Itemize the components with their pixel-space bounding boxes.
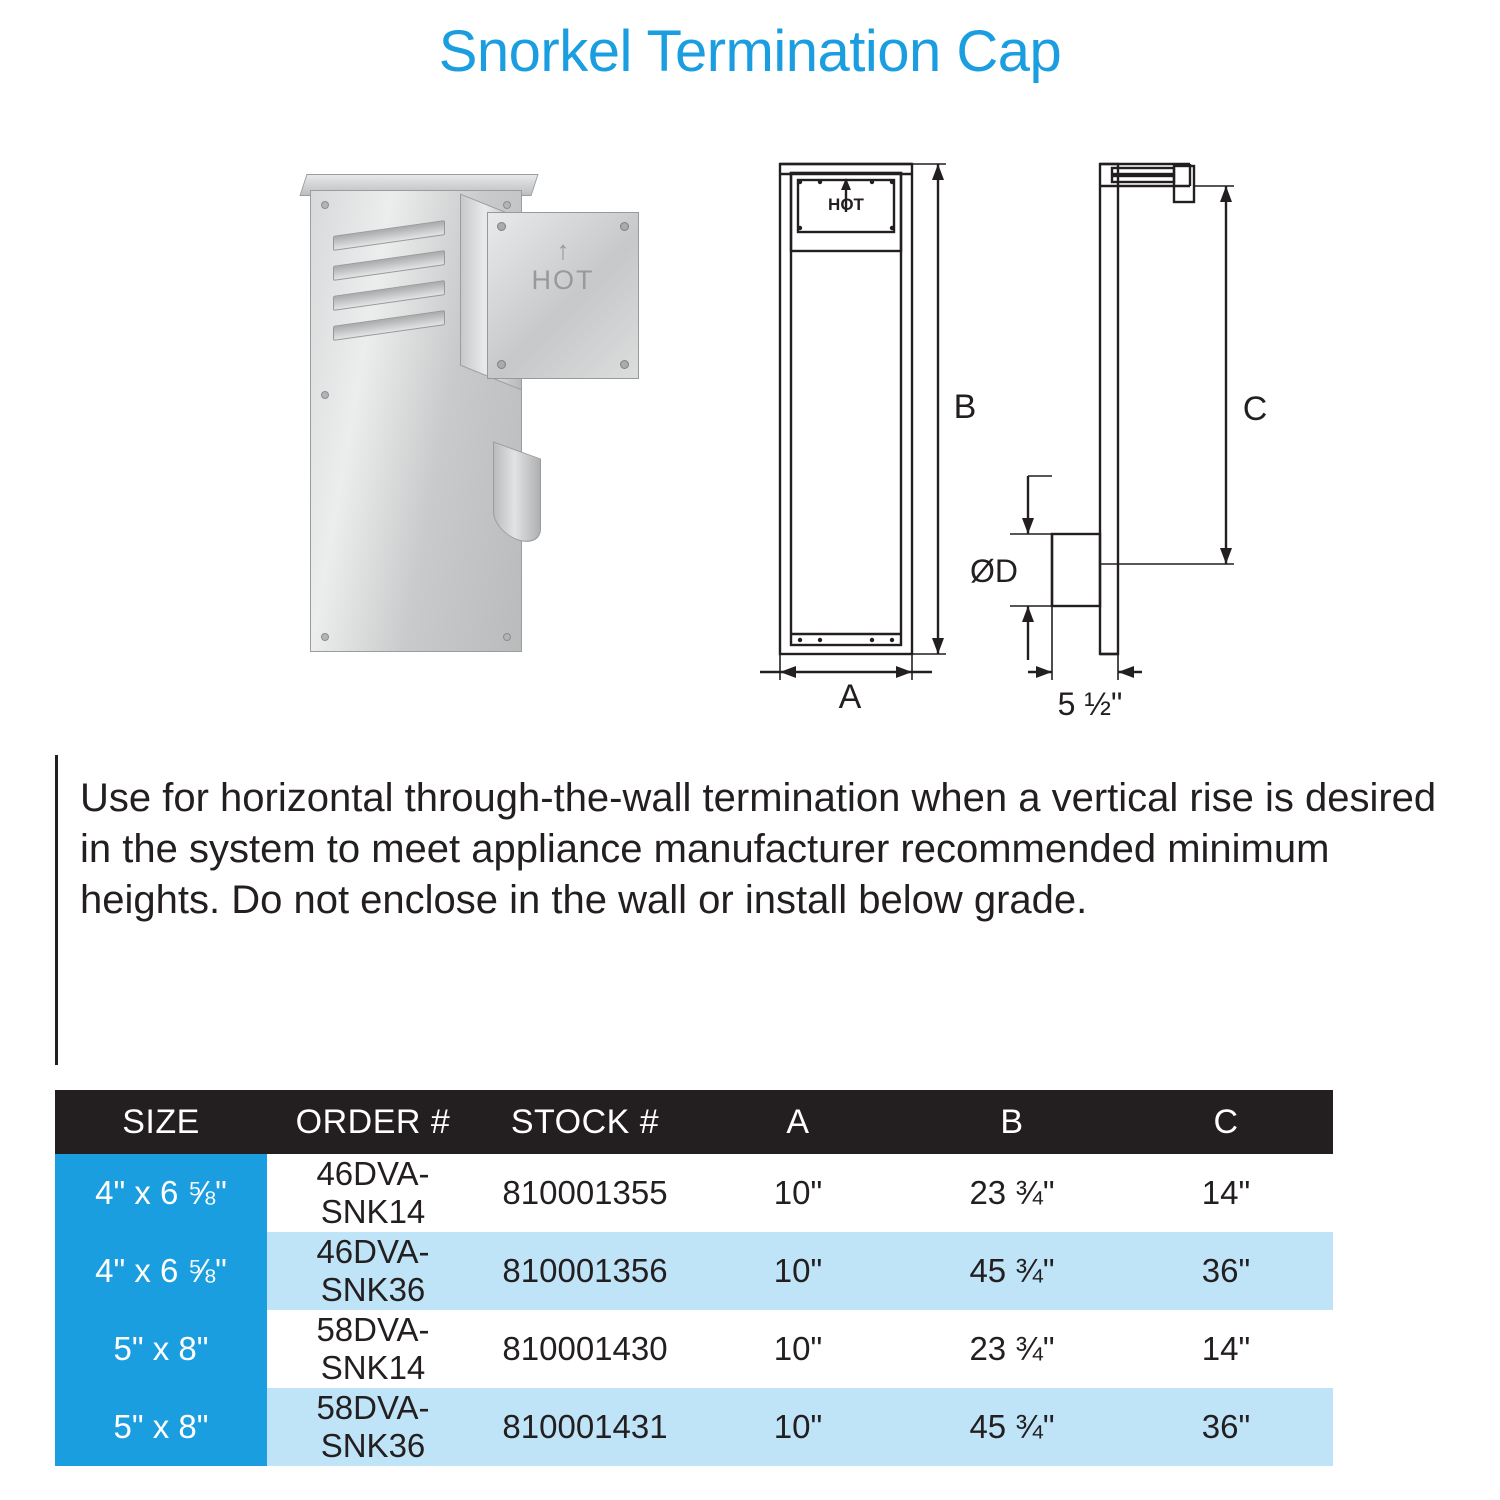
cell-stock: 810001431 — [479, 1388, 691, 1466]
cell-c: 36" — [1119, 1388, 1333, 1466]
wall-thickness-label: 5 ½" — [1057, 686, 1123, 720]
photo-screw — [620, 222, 629, 231]
page-title: Snorkel Termination Cap — [438, 19, 1062, 84]
cell-c: 14" — [1119, 1154, 1333, 1232]
cell-stock: 810001355 — [479, 1154, 691, 1232]
table-row — [55, 1232, 1333, 1310]
cell-order: 46DVA-SNK36 — [267, 1232, 479, 1310]
dimension-d-label: ØD — [970, 553, 1018, 589]
cell-a: 10" — [691, 1154, 905, 1232]
description-text: Use for horizontal through-the-wall termination when a vertical rise is desired in the system to meet appliance manufacturer recommended minimum heights. Do not enclose in the wall or install below grade. — [80, 776, 1437, 923]
table-row — [55, 1310, 1333, 1388]
description-block — [55, 755, 1455, 1065]
column-header-order: ORDER # — [267, 1090, 479, 1154]
cell-a: 10" — [691, 1232, 905, 1310]
cell-stock: 810001356 — [479, 1232, 691, 1310]
cell-a: 10" — [691, 1388, 905, 1466]
photo-screw — [497, 360, 506, 369]
dimension-a-label: A — [838, 678, 862, 716]
table-row — [55, 1154, 1333, 1232]
drawing-hot-label: HOT — [828, 195, 864, 214]
cell-size: 5" x 8" — [55, 1388, 267, 1466]
cell-b: 45 ¾" — [905, 1232, 1119, 1310]
cell-order: 58DVA-SNK36 — [267, 1388, 479, 1466]
column-header-stock: STOCK # — [479, 1090, 691, 1154]
cell-a: 10" — [691, 1310, 905, 1388]
cell-c: 36" — [1119, 1232, 1333, 1310]
cell-stock: 810001430 — [479, 1310, 691, 1388]
up-arrow-icon: ↑ — [556, 235, 570, 265]
technical-drawing — [760, 140, 1320, 720]
cell-c: 14" — [1119, 1310, 1333, 1388]
column-header-b: B — [905, 1090, 1119, 1154]
table-row — [55, 1388, 1333, 1466]
spec-table — [55, 1090, 1333, 1466]
photo-hot-label: HOT — [531, 265, 595, 295]
table-header-row — [55, 1090, 1333, 1154]
drawing-svg — [760, 140, 1320, 720]
cell-order: 58DVA-SNK14 — [267, 1310, 479, 1388]
dimension-c-label: C — [1242, 390, 1268, 428]
column-header-c: C — [1119, 1090, 1333, 1154]
photo-screw — [497, 222, 506, 231]
cell-size: 4" x 6 ⅝" — [55, 1154, 267, 1232]
cell-b: 23 ¾" — [905, 1310, 1119, 1388]
cell-size: 4" x 6 ⅝" — [55, 1232, 267, 1310]
cell-size: 5" x 8" — [55, 1310, 267, 1388]
photo-screw — [620, 360, 629, 369]
column-header-a: A — [691, 1090, 905, 1154]
product-photo — [255, 150, 675, 680]
photo-face-plate — [487, 212, 639, 379]
column-header-size: SIZE — [55, 1090, 267, 1154]
cell-order: 46DVA-SNK14 — [267, 1154, 479, 1232]
cell-b: 23 ¾" — [905, 1154, 1119, 1232]
cell-b: 45 ¾" — [905, 1388, 1119, 1466]
dimension-b-label: B — [953, 388, 977, 426]
